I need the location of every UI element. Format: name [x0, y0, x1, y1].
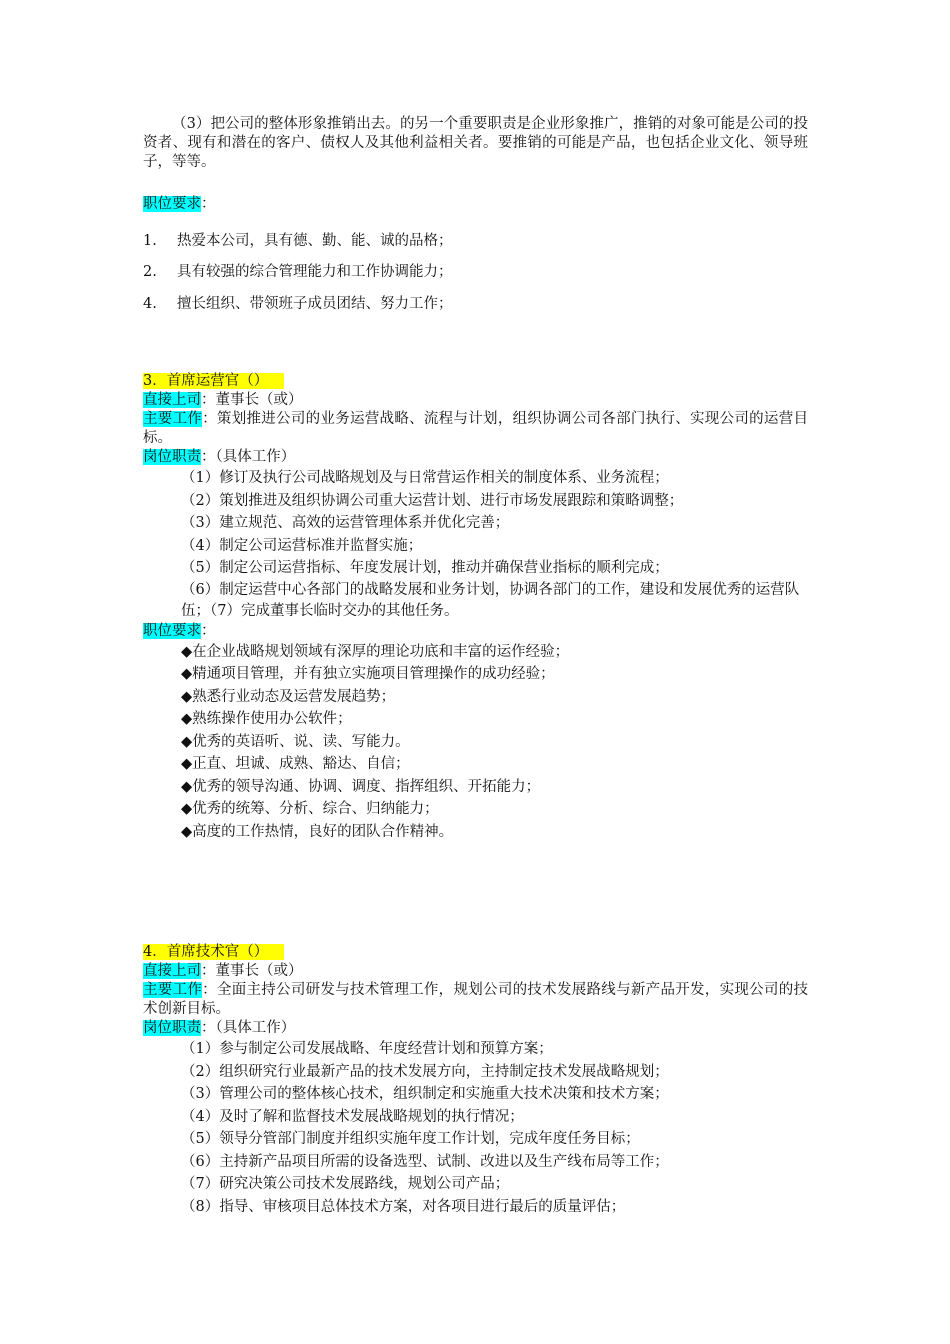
- duty-item: （2）组织研究行业最新产品的技术发展方向，主持制定技术发展战略规划；: [181, 1063, 669, 1080]
- requirement-item: 2. 具有较强的综合管理能力和工作协调能力；: [143, 264, 453, 280]
- requirement-bullet: ◆优秀的统筹、分析、综合、归纳能力；: [181, 801, 439, 817]
- duty-item: （7）研究决策公司技术发展路线，规划公司产品；: [181, 1176, 510, 1192]
- cto-title: 4．首席技术官（）: [143, 944, 284, 960]
- duty-item: （3）建立规范、高效的运营管理体系并优化完善；: [181, 515, 510, 531]
- duty-item: （3）管理公司的整体核心技术，组织制定和实施重大技术决策和技术方案；: [181, 1086, 669, 1102]
- requirement-bullet: ◆熟练操作使用办公软件；: [181, 711, 352, 727]
- duty-item: （8）指导、审核项目总体技术方案，对各项目进行最后的质量评估；: [181, 1198, 626, 1215]
- coo-duty-list: [143, 467, 808, 622]
- coo-requirements-list: [143, 641, 808, 844]
- requirement-bullet: ◆熟悉行业动态及运营发展趋势；: [181, 688, 396, 705]
- duty-item: （6）主持新产品项目所需的设备选型、试制、改进以及生产线布局等工作；: [181, 1153, 669, 1170]
- duty-item: （1）参与制定公司发展战略、年度经营计划和预算方案；: [181, 1041, 553, 1057]
- requirements-heading: 职位要求：: [143, 196, 216, 212]
- requirement-bullet: ◆优秀的领导沟通、协调、调度、指挥组织、开拓能力；: [181, 778, 541, 795]
- coo-requirements-heading: 职位要求：: [143, 622, 216, 639]
- intro-paragraph: （3）把公司的整体形象推销出去。的另一个重要职责是企业形象推广，推销的对象可能是公司的投资者、现有和潜在的客户、债权人及其他利益相关者。要推销的可能是产品，也包括企业文化、领导班子，等等。: [143, 116, 808, 170]
- coo-duty-heading: 岗位职责：（具体工作）: [143, 449, 296, 465]
- cto-duty-heading: 岗位职责：（具体工作）: [143, 1020, 296, 1036]
- requirements-label: 职位要求: [143, 196, 201, 212]
- duty-item: （6）制定运营中心各部门的战略发展和业务计划，协调各部门的工作，建设和发展优秀的运营队伍；（7）完成董事长临时交办的其他任务。: [181, 581, 800, 619]
- duty-item: （4）制定公司运营标准并监督实施；: [181, 537, 423, 554]
- requirement-bullet: ◆在企业战略规划领域有深厚的理论功底和丰富的运作经验；: [181, 643, 570, 660]
- cto-section: [143, 943, 808, 1218]
- coo-boss: 直接上司：董事长（或）: [143, 392, 303, 408]
- duty-item: （5）制定公司运营指标、年度发展计划，推动并确保营业指标的顺利完成；: [181, 560, 669, 576]
- requirement-bullet: ◆优秀的英语听、说、读、写能力。: [181, 733, 410, 750]
- coo-main-work: 主要工作：策划推进公司的业务运营战略、流程与计划，组织协调公司各部门执行、实现公司的运营目标。: [143, 411, 809, 446]
- requirement-item: 4. 擅长组织、带领班子成员团结、努力工作；: [143, 296, 453, 312]
- duty-item: （5）领导分管部门制度并组织实施年度工作计划，完成年度任务目标；: [181, 1131, 640, 1147]
- requirement-bullet: ◆正直、坦诚、成熟、豁达、自信；: [181, 756, 410, 772]
- requirement-item: 1. 热爱本公司，具有德、勤、能、诚的品格；: [143, 233, 453, 249]
- duty-item: （2）策划推进及组织协调公司重大运营计划、进行市场发展跟踪和策略调整；: [181, 492, 684, 509]
- coo-title: 3．首席运营官（）: [143, 373, 284, 389]
- requirement-bullet: ◆高度的工作热情，良好的团队合作精神。: [181, 823, 454, 840]
- cto-boss: 直接上司：董事长（或）: [143, 963, 303, 979]
- cto-main-work: 主要工作：全面主持公司研发与技术管理工作，规划公司的技术发展路线与新产品开发，实现公司的技术创新目标。: [143, 982, 809, 1017]
- coo-section: [143, 372, 808, 843]
- duty-item: （1）修订及执行公司战略规划及与日常营运作相关的制度体系、业务流程；: [181, 470, 669, 486]
- duty-item: （4）及时了解和监督技术发展战略规划的执行情况；: [181, 1108, 524, 1125]
- cto-duty-list: [143, 1038, 808, 1218]
- requirement-bullet: ◆精通项目管理，并有独立实施项目管理操作的成功经验；: [181, 666, 555, 682]
